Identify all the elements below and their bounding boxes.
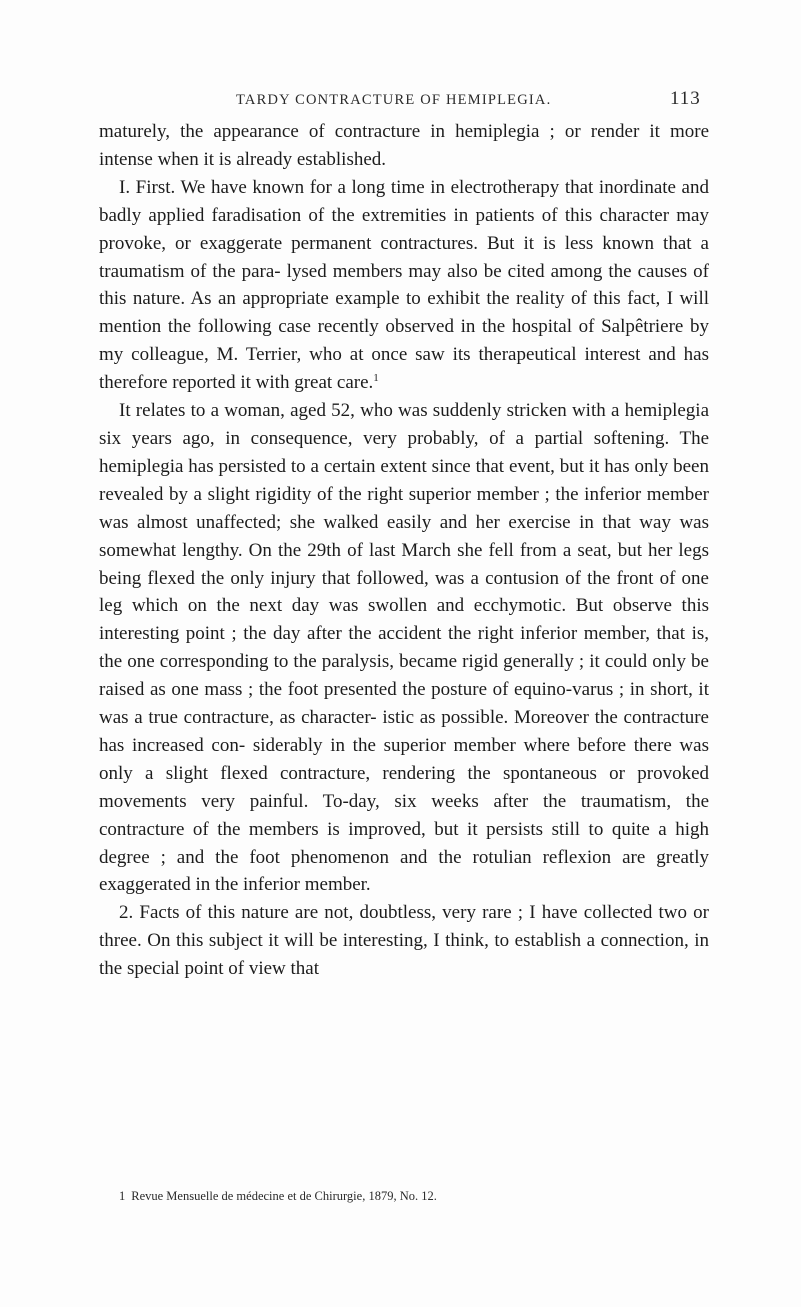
footnote-text: Revue Mensuelle de médecine et de Chirurgie, 1879, No. 12. bbox=[131, 1189, 437, 1203]
page-number: 113 bbox=[670, 88, 701, 109]
paragraph-case-report bbox=[99, 397, 709, 899]
paragraph-text: It relates to a woman, aged 52, who was suddenly stricken with a hemiplegia six years ago, in consequence, very probably, of a partial softening. The hemiplegia has persisted to a certain extent since that event, but it has only been revealed by a slight rigidity of the right superior member ; the inferior member was almost unaffected; she walked easily and her exercise in that way was somewhat lengthy. On the 29th of last March she fell from a seat, but her legs being flexed the only injury that followed, was a contusion of the front of one leg which on the next day was swollen and ecchymotic. But observe this interesting point ; the day after the accident the right inferior member, that is, the one corresponding to the paralysis, became rigid generally ; it could only be raised as one mass ; the foot presented the posture of equino-varus ; in short, it was a true contracture, as character- istic as possible. Moreover the contracture has increased con- siderably in the superior member where before there was only a slight flexed contracture, rendering the spontaneous or provoked movements very painful. To-day, six weeks after the traumatism, the contracture of the members is improved, but it persists still to quite a high degree ; and the foot phenomenon and the rotulian reflexion are greatly exaggerated in the inferior member. bbox=[99, 400, 709, 896]
paragraph-second-section bbox=[99, 899, 709, 983]
paragraph-text: maturely, the appearance of contracture in hemiplegia ; or render it more intense when it is already established. bbox=[99, 121, 709, 170]
paragraph-first-section bbox=[99, 174, 709, 397]
footnote bbox=[119, 1188, 719, 1204]
footnote-marker: 1 bbox=[119, 1189, 126, 1203]
running-head: TARDY CONTRACTURE OF HEMIPLEGIA. bbox=[236, 92, 552, 108]
footnote-reference[interactable]: 1 bbox=[373, 372, 379, 385]
paragraph-text: I. First. We have known for a long time in electrotherapy that inordinate and badly applied faradisation of the extremities in patients of this character may provoke, or exaggerate permanent contractures. But it is less known that a traumatism of the para- lysed members may also be cited among the causes of this nature. As an appropriate example to exhibit the reality of this fact, I will mention the following case recently observed in the hospital of Salpêtriere by my colleague, M. Terrier, who at once saw its therapeutical interest and has therefore reported it with great care. bbox=[99, 176, 709, 394]
body-text bbox=[99, 118, 709, 983]
paragraph-text: 2. Facts of this nature are not, doubtless, very rare ; I have collected two or three. On this subject it will be interesting, I think, to establish a connection, in the special point of view that bbox=[99, 902, 709, 980]
paragraph-continuation bbox=[99, 118, 709, 174]
